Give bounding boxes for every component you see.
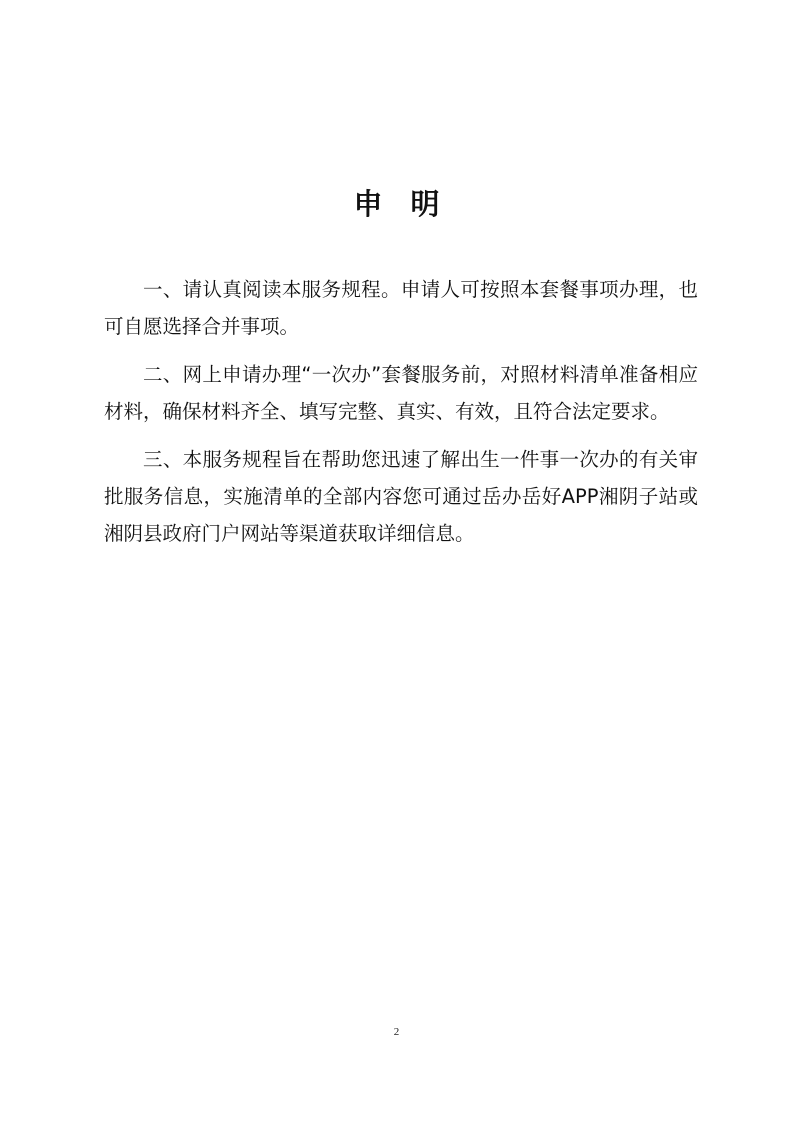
page-title [0,182,793,223]
statement-body [104,271,698,563]
paragraph-3: 三、本服务规程旨在帮助您迅速了解出生一件事一次办的有关审批服务信息，实施清单的全部内容您可通过岳办岳好APP湘阴子站或湘阴县政府门户网站等渠道获取详细信息。 [104,448,698,545]
page-number: 2 [393,1026,400,1038]
title-char-2: 明 [410,187,440,221]
paragraph-1: 一、请认真阅读本服务规程。申请人可按照本套餐事项办理，也可自愿选择合并事项。 [104,278,698,338]
title-char-1: 申 [353,187,383,221]
paragraph-2: 二、网上申请办理“一次办”套餐服务前，对照材料清单准备相应材料，确保材料齐全、填写完整、真实、有效，且符合法定要求。 [104,363,698,423]
